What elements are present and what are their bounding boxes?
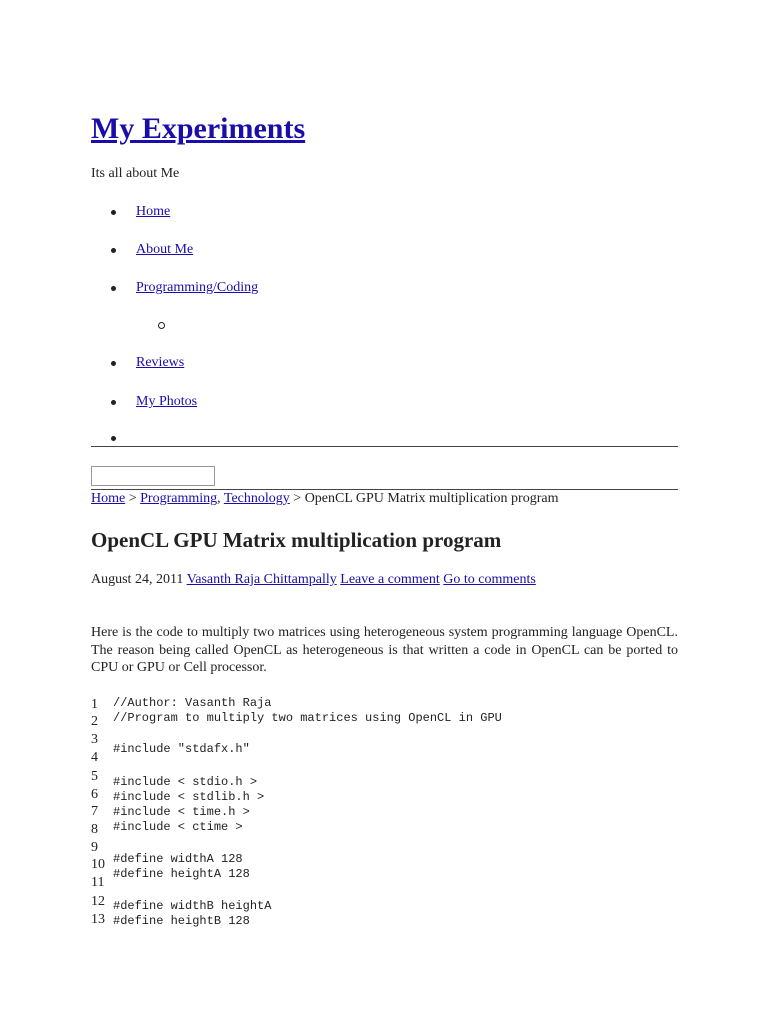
code-line: #include "stdafx.h" [113, 742, 250, 756]
code-line: #define widthB heightA [113, 899, 272, 913]
breadcrumb-current: OpenCL GPU Matrix multiplication program [304, 491, 559, 506]
post-title: OpenCL GPU Matrix multiplication program [91, 528, 502, 552]
nav-link-programming[interactable]: Programming/Coding [136, 280, 259, 295]
code-line: #include < time.h > [113, 805, 250, 819]
line-number: 1 [91, 697, 98, 712]
nav-link-home[interactable]: Home [136, 204, 171, 219]
go-to-comments-link[interactable]: Go to comments [443, 572, 536, 587]
bullet-icon [111, 361, 116, 366]
code-line: #include < stdlib.h > [113, 790, 265, 804]
bullet-icon [111, 210, 116, 215]
breadcrumb-programming-link[interactable]: Programming [140, 491, 218, 506]
breadcrumb-separator: > [293, 491, 302, 506]
post-author-link[interactable]: Vasanth Raja Chittampally [186, 572, 337, 587]
site-title [91, 109, 305, 149]
line-number: 2 [91, 714, 98, 729]
code-line: #define heightA 128 [113, 867, 250, 881]
divider [91, 446, 678, 447]
site-title-link[interactable]: My Experiments [91, 112, 306, 145]
nav-link-about[interactable]: About Me [136, 242, 194, 257]
line-number: 11 [91, 875, 105, 890]
breadcrumb-separator: > [128, 491, 137, 506]
breadcrumb-comma: , [217, 491, 221, 506]
line-number: 6 [91, 787, 98, 802]
post-meta [91, 571, 536, 589]
line-number: 12 [91, 894, 105, 909]
site-tagline: Its all about Me [91, 166, 180, 181]
line-number: 3 [91, 732, 98, 747]
code-line: //Author: Vasanth Raja [113, 696, 272, 710]
breadcrumb-technology-link[interactable]: Technology [223, 491, 290, 506]
code-line: #include < stdio.h > [113, 775, 258, 789]
line-number: 13 [91, 912, 105, 927]
line-number: 7 [91, 804, 98, 819]
nav-link-reviews[interactable]: Reviews [136, 355, 185, 370]
line-number: 9 [91, 840, 98, 855]
line-number: 10 [91, 857, 105, 872]
nav-link-photos[interactable]: My Photos [136, 394, 198, 409]
breadcrumb [91, 490, 558, 508]
code-line: #define heightB 128 [113, 914, 250, 928]
bullet-icon [111, 400, 116, 405]
code-line: #define widthA 128 [113, 852, 243, 866]
leave-comment-link[interactable]: Leave a comment [340, 572, 440, 587]
sub-bullet-icon [158, 322, 165, 329]
code-line: #include < ctime > [113, 820, 243, 834]
bullet-icon [111, 286, 116, 291]
breadcrumb-home-link[interactable]: Home [91, 491, 126, 506]
line-number: 8 [91, 822, 98, 837]
line-number: 4 [91, 750, 98, 765]
line-number: 5 [91, 769, 98, 784]
code-line: //Program to multiply two matrices using OpenCL in GPU [113, 711, 502, 725]
post-intro: Here is the code to multiply two matrices using heterogeneous system programming language OpenCL. The reason being called OpenCL as heterogeneous is that written a code in OpenCL can be ported to CPU or GPU or Cell processor. [91, 625, 678, 675]
bullet-icon [111, 436, 116, 441]
search-input[interactable] [91, 466, 215, 486]
post-date: August 24, 2011 [91, 572, 184, 587]
bullet-icon [111, 248, 116, 253]
